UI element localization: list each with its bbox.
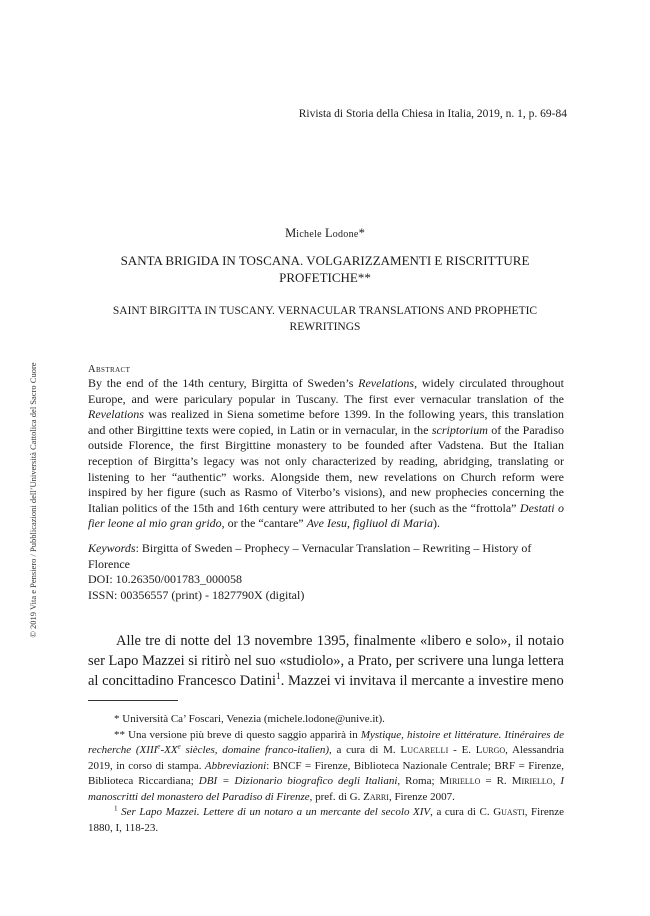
abstract-text: By the end of the 14th century, Birgitta of Sweden’s Revelations, widely circulated throughout Europe, and were pariculary popular in Tuscany. The first ever vernacular translation of the Revelations was realized in Siena sometime before 1399. In the following years, this translation and other Birgittine texts were copied, in Latin or in vernacular, in the scriptorium of the Paradiso outside Florence, the first Birgittine monastery to be founded after Vadstena. But the Italian reception of Birgitta’s legacy was not only characterized by reading, abridging, translating or listening to her “authentic” works. Alongside them, new revelations on Church reform were inspired by her figure (such as Rasmo of Viterbo’s visions), and new prophecies concerning the Italian politics of the 15th and 16th century were attributed to her (such as the “frottola” Destati o fier leone al mio gran grido, or the “cantare” Ave Iesu, figliuol di Maria). [88,376,565,531]
journal-header: Rivista di Storia della Chiesa in Italia, 2019, n. 1, p. 69-84 [298,108,567,120]
article-title-english: SAINT BIRGITTA IN TUSCANY. VERNACULAR TRANSLATIONS AND PROPHETIC REWRITINGS [112,305,538,333]
footnote-version: ** Una versione più breve di questo saggio apparirà in Mystique, histoire et littérature. Itinéraires de recherche (XIIIe-XXe siècles, domaine franco-italien), a cura di M. Lucarelli - E. Lurgo, Alessandria 2019, in corso di stampa. Abbreviazioni: BNCF = Firenze, Biblioteca Nazionale Centrale; BRF = Firenze, Biblioteca Riccardiana; DBI = Dizionario biografico degli Italiani, Roma; Miriello = R. Miriello, I manoscritti del monastero del Paradiso di Firenze, pref. di G. Zarri, Firenze 2007. [88,728,565,803]
author-name: Michele Lodone* [285,226,365,240]
issn: ISSN: 00356557 (print) - 1827790X (digital) [88,587,305,602]
keywords-line-2: Florence [88,556,130,571]
footnote-1: $^1$ Ser Lapo Mazzei. Lettere di un notaro a un mercante del secolo XIV, a cura di C. Guasti, Firenze 1880, I, 118-23. [88,804,565,834]
body-paragraph: Alle tre di notte del 13 novembre 1395, finalmente «libero e solo», il notaio ser Lapo Mazzei si ritirò nel suo «studiolo», a Prato, per scrivere una lunga lettera al concittadino Francesco Datini$^1$. Mazzei vi invitava il mercante a investire meno [88,633,564,689]
doi: DOI: 10.26350/001783_000058 [88,572,242,587]
abstract-heading: Abstract [88,364,131,375]
footnote-author: * Università Ca’ Foscari, Venezia (michele.lodone@unive.it). [114,713,385,725]
keywords-block [88,541,564,603]
keywords-line: Keywords: Birgitta of Sweden – Prophecy – Vernacular Translation – Rewriting – History of [88,541,532,555]
footnote-divider [88,700,178,701]
footnotes [88,712,564,836]
article-title: SANTA BRIGIDA IN TOSCANA. VOLGARIZZAMENTI E RISCRITTURE PROFETICHE** [120,253,530,285]
copyright-side-note: © 2019 Vita e Pensiero / Pubblicazioni dell’Università Cattolica del Sacro Cuore [28,362,38,638]
